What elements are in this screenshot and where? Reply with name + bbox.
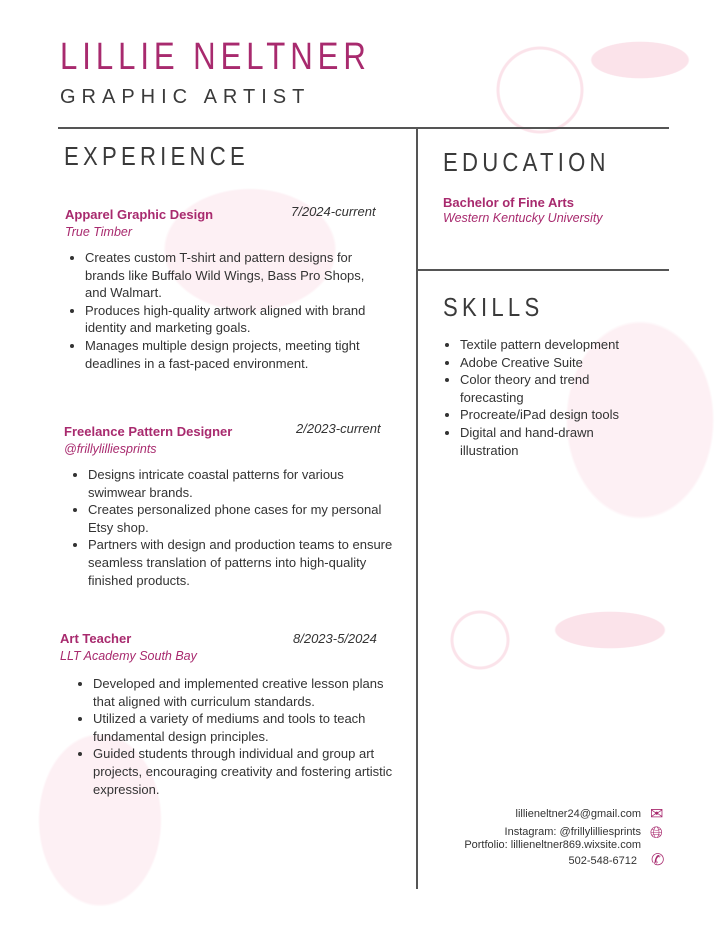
education-entry [443, 195, 603, 225]
job-entry [65, 204, 395, 372]
envelope-icon: ✉ [650, 806, 664, 823]
company: LLT Academy South Bay [60, 649, 197, 663]
email[interactable]: lillieneltner24@gmail.com [515, 808, 641, 820]
divider [417, 269, 669, 271]
phone-icon: ✆ [651, 852, 665, 869]
job-title: GRAPHIC ARTIST [60, 86, 311, 108]
skill-item: • Textile pattern development [460, 336, 654, 354]
company: True Timber [65, 225, 133, 239]
job-title: Apparel Graphic Design [65, 207, 214, 222]
bullet: • Creates custom T-shirt and pattern designs for brands like Buffalo Wild Wings, Bass Pro Shops, and Walmart. [85, 249, 389, 302]
degree: Bachelor of Fine Arts [443, 195, 574, 210]
job-title: Art Teacher [60, 631, 132, 646]
bullet: • Developed and implemented creative lesson plans that aligned with curriculum standards. [93, 675, 403, 710]
skill-item: • Color theory and trend forecasting [460, 371, 654, 406]
phone: 502-548-6712 [568, 855, 637, 867]
job-entry [64, 421, 404, 589]
job-dates: 2/2023-current [296, 421, 381, 436]
job-dates: 7/2024-current [291, 204, 376, 219]
skill-item: • Digital and hand-drawn illustration [460, 424, 654, 459]
company: @frillylilliesprints [64, 442, 157, 456]
education-heading: EDUCATION [443, 147, 610, 177]
bullet: • Creates personalized phone cases for my personal Etsy shop. [88, 501, 398, 536]
experience-heading: EXPERIENCE [64, 141, 249, 171]
portfolio[interactable]: Portfolio: lillieneltner869.wixsite.com [464, 839, 641, 851]
divider [58, 127, 669, 129]
bullet: • Manages multiple design projects, meeting tight deadlines in a fast-paced environment. [85, 337, 389, 372]
bullet: • Guided students through individual and group art projects, encouraging creativity and fostering artistic expression. [93, 745, 403, 798]
job-title: Freelance Pattern Designer [64, 424, 233, 439]
skill-item: • Procreate/iPad design tools [460, 406, 654, 424]
skills-list [444, 336, 654, 459]
bullet: • Designs intricate coastal patterns for various swimwear brands. [88, 466, 398, 501]
bullet: • Produces high-quality artwork aligned with brand identity and marketing goals. [85, 302, 389, 337]
job-dates: 8/2023-5/2024 [293, 631, 377, 646]
job-entry [60, 631, 405, 798]
globe-icon: 🌐︎ [650, 825, 663, 842]
school: Western Kentucky University [443, 211, 603, 225]
skill-item: • Adobe Creative Suite [460, 354, 654, 372]
instagram[interactable]: Instagram: @frillylilliesprints [504, 826, 641, 838]
bullet: • Utilized a variety of mediums and tools to teach fundamental design principles. [93, 710, 403, 745]
name-heading: LILLIE NELTNER [60, 36, 371, 78]
skills-heading: SKILLS [443, 292, 544, 322]
bullet: • Partners with design and production teams to ensure seamless translation of patterns into high-quality finished products. [88, 536, 398, 589]
divider [416, 127, 418, 889]
